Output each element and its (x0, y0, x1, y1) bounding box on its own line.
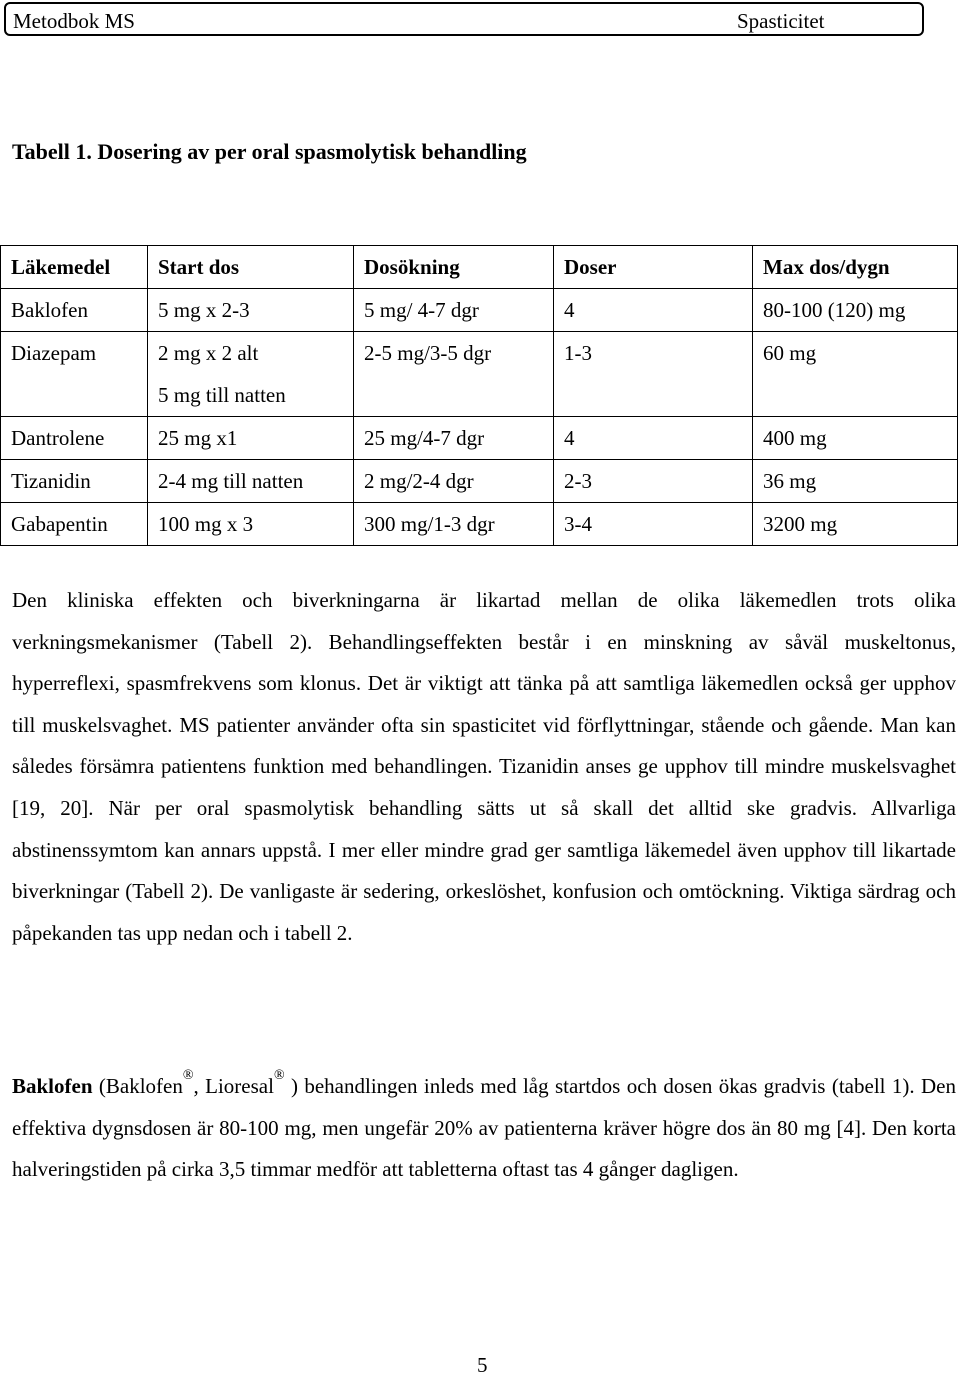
table-header-row (1, 246, 958, 289)
doses-cell: 2-3 (554, 460, 753, 503)
start-dose-line: 2-4 mg till natten (158, 469, 304, 493)
paragraph-text: ) behandlingen inleds med låg startdos och dosen ökas gradvis (tabell 1). Den effektiva dygnsdosen är 80-100 mg, men ungefär 20% av patienterna kräver högre dos än 80 mg [4]. Den korta halveringstiden på cirka 3,5 timmar medför att tabletterna oftast tas 4 gånger dagligen. (12, 1074, 956, 1182)
start-dose-cell (148, 332, 354, 417)
table-row (1, 417, 958, 460)
page-header (4, 2, 924, 36)
column-header-max-dose: Max dos/dygn (753, 246, 958, 289)
dose-increase-cell: 2 mg/2-4 dgr (354, 460, 554, 503)
body-paragraph-baklofen (12, 1066, 956, 1191)
column-header-dose-increase: Dosökning (354, 246, 554, 289)
max-dose-cell: 3200 mg (753, 503, 958, 546)
doses-cell: 4 (554, 289, 753, 332)
start-dose-line: 5 mg till natten (158, 383, 286, 407)
header-section: Spasticitet (737, 9, 825, 33)
dose-increase-cell: 25 mg/4-7 dgr (354, 417, 554, 460)
drug-cell: Dantrolene (1, 417, 148, 460)
registered-mark: ® (273, 1068, 285, 1083)
table-caption: Tabell 1. Dosering av per oral spasmolytisk behandling (12, 139, 527, 164)
dosing-table (0, 245, 958, 546)
drug-cell: Tizanidin (1, 460, 148, 503)
doses-cell: 1-3 (554, 332, 753, 417)
start-dose-line: 100 mg x 3 (158, 512, 254, 536)
dose-increase-cell: 5 mg/ 4-7 dgr (354, 289, 554, 332)
drug-cell: Baklofen (1, 289, 148, 332)
max-dose-cell: 36 mg (753, 460, 958, 503)
drug-cell: Diazepam (1, 332, 148, 417)
brand-name-baklofen: (Baklofen (92, 1074, 183, 1098)
table-row (1, 503, 958, 546)
column-header-drug: Läkemedel (1, 246, 148, 289)
table-row (1, 289, 958, 332)
dose-increase-cell: 2-5 mg/3-5 dgr (354, 332, 554, 417)
doses-cell: 3-4 (554, 503, 753, 546)
table-row (1, 332, 958, 417)
start-dose-cell (148, 460, 354, 503)
drug-term-baklofen: Baklofen (12, 1074, 93, 1098)
page-number: 5 (477, 1353, 488, 1377)
start-dose-line: 2 mg x 2 alt (158, 341, 259, 365)
doses-cell: 4 (554, 417, 753, 460)
max-dose-cell: 60 mg (753, 332, 958, 417)
max-dose-cell: 400 mg (753, 417, 958, 460)
dose-increase-cell: 300 mg/1-3 dgr (354, 503, 554, 546)
start-dose-cell (148, 289, 354, 332)
column-header-start-dose: Start dos (148, 246, 354, 289)
start-dose-cell (148, 503, 354, 546)
header-title: Metodbok MS (13, 9, 135, 33)
registered-mark: ® (182, 1068, 194, 1083)
table-row (1, 460, 958, 503)
drug-cell: Gabapentin (1, 503, 148, 546)
max-dose-cell: 80-100 (120) mg (753, 289, 958, 332)
start-dose-line: 5 mg x 2-3 (158, 298, 250, 322)
start-dose-cell (148, 417, 354, 460)
start-dose-line: 25 mg x1 (158, 426, 238, 450)
column-header-doses: Doser (554, 246, 753, 289)
body-paragraph-effects: Den kliniska effekten och biverkningarna är likartad mellan de olika läkemedlen trots olika verkningsmekanismer (Tabell 2). Behandlingseffekten består i en minskning av såväl muskeltonus, hyperreflexi, spasmfrekvens som klonus. Det är viktigt att tänka på att samtliga läkemedlen också ger upphov till muskelsvaghet. MS patienter använder ofta sin spasticitet vid förflyttningar, stående och gående. Man kan således försämra patientens funktion med behandlingen. Tizanidin anses ge upphov till mindre muskelsvaghet [19, 20]. När per oral spasmolytisk behandling sätts ut så skall det alltid ske gradvis. Allvarliga abstinenssymtom kan annars uppstå. I mer eller mindre grad ger samtliga läkemedel även upphov till likartade biverkningar (Tabell 2). De vanligaste är sedering, orkeslöshet, konfusion och omtöckning. Viktiga särdrag och påpekanden tas upp nedan och i tabell 2. (12, 588, 956, 945)
brand-name-lioresal: , Lioresal (193, 1074, 274, 1098)
